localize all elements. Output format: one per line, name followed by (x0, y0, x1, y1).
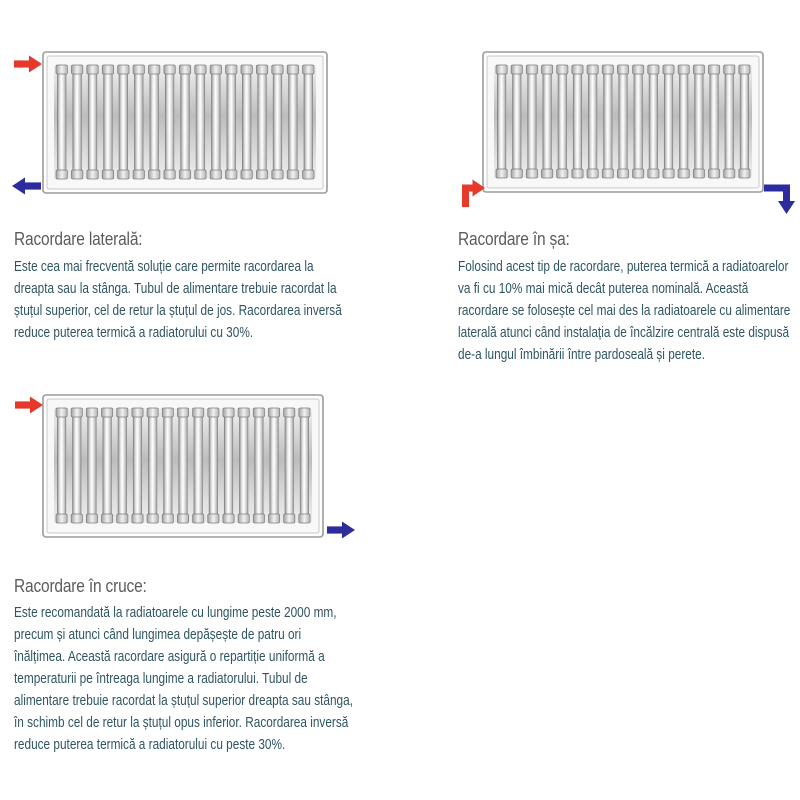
section-body-cruce: Este recomandată la radiatoarele cu lungime peste 2000 mm, precum și atunci când lungimea depășește de patru ori înălțimea. Această racordare asigură o repartiție uniformă a temperaturii pe întreaga lungime a radiatorului. Tubul de alimentare trebuie racordat la ștuțul superior dreapta sau stânga, în schimb cel de retur la ștuțul opus inferior. Racordarea inversă reduce puterea termică a radiatorului cu peste 30%. (14, 605, 353, 753)
section-heading-laterala: Racordare laterală: (14, 229, 143, 249)
supply-arrow-icon (14, 56, 42, 73)
supply-arrow-icon (15, 397, 43, 414)
section-body-sa: Folosind acest tip de racordare, puterea termică a radiatoarelor va fi cu 10% mai mică decât puterea nominală. Această racordare se folosește cel mai des la radiatoarele cu alimentare laterală atunci când instalația de încălzire centrală este dispusă de-a lungul îmbinării între pardoseală și perete. (458, 259, 791, 363)
return-arrow-icon (12, 178, 41, 195)
section-body-laterala: Este cea mai frecventă soluție care permite racordarea la dreapta sau la stânga. Tubul de alimentare trebuie racordat la ștuțul superior, cel de retur la ștuțul de jos. Racordarea inversă reduce puterea termică a radiatorului cu 30%. (14, 259, 342, 341)
radiator-diagram-cruce (0, 385, 370, 547)
return-arrow-icon (327, 522, 355, 539)
supply-arrow-icon (466, 180, 486, 208)
radiator-diagram-laterala (0, 40, 360, 212)
return-arrow-icon (764, 188, 795, 214)
section-heading-sa: Racordare în șa: (458, 229, 570, 249)
section-heading-cruce: Racordare în cruce: (14, 576, 147, 596)
radiator-diagram-sa (440, 40, 800, 228)
